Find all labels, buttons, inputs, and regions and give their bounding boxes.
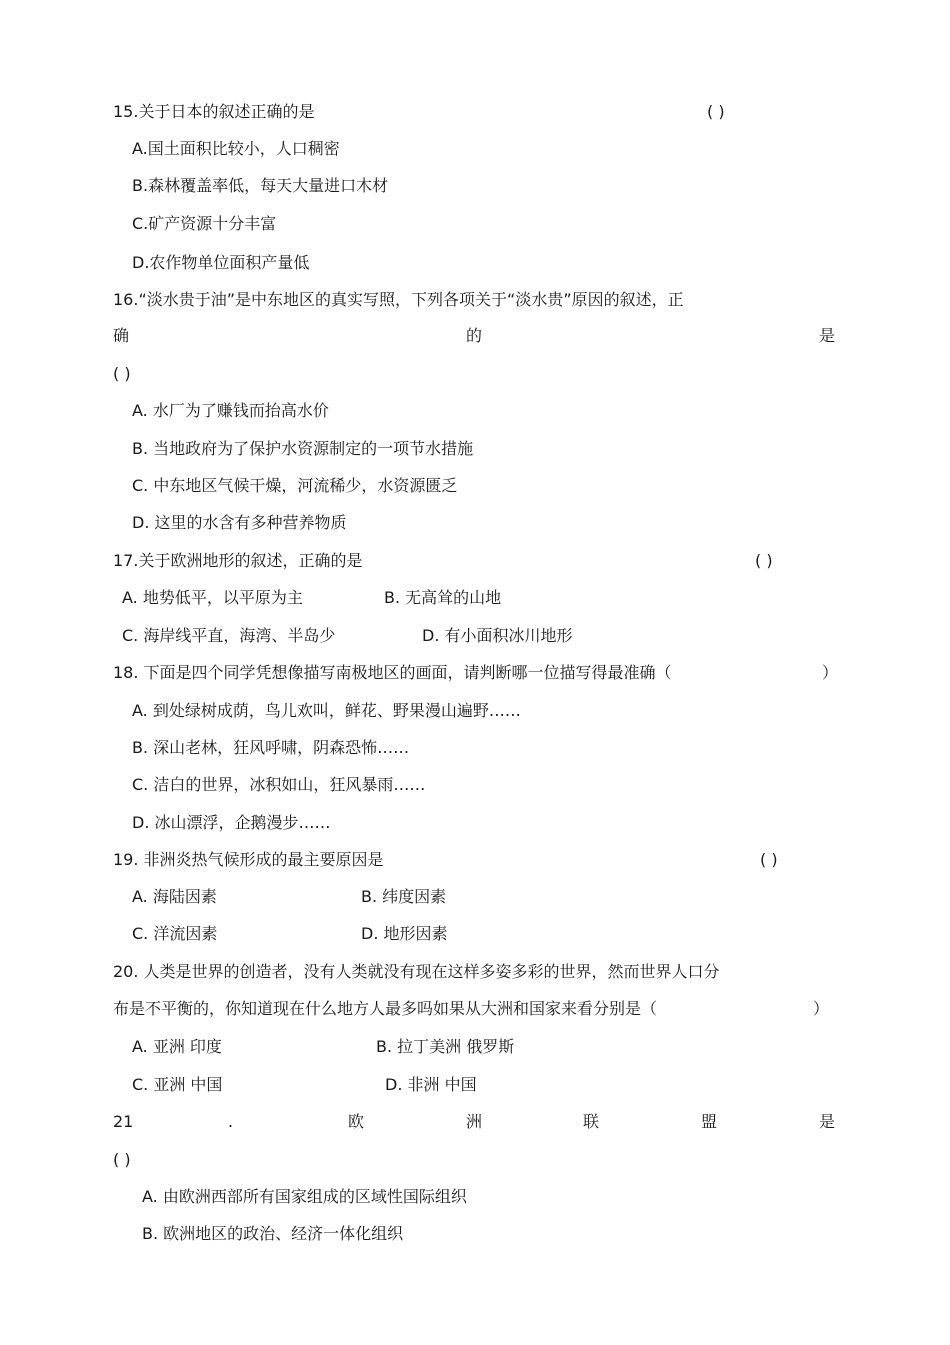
q16-option-d: D. 这里的水含有多种营养物质 bbox=[132, 513, 347, 532]
q16-stem: 16.“淡水贵于油”是中东地区的真实写照，下列各项关于“淡水贵”原因的叙述，正 bbox=[113, 290, 684, 309]
q15-option-b: B.森林覆盖率低，每天大量进口木材 bbox=[132, 176, 389, 195]
q21-stem-word: . bbox=[228, 1112, 234, 1131]
q20-answer-paren-close: ） bbox=[813, 999, 830, 1018]
q18-stem: 18. 下面是四个同学凭想像描写南极地区的画面，请判断哪一位描写得最准确（ bbox=[113, 663, 672, 682]
q19-option-d: D. 地形因素 bbox=[361, 924, 448, 943]
q17-option-d: D. 有小面积冰川地形 bbox=[422, 626, 573, 645]
q19-option-a: A. 海陆因素 bbox=[132, 887, 217, 906]
q15-option-d: D.农作物单位面积产量低 bbox=[132, 253, 310, 272]
q19-stem: 19. 非洲炎热气候形成的最主要原因是 bbox=[113, 850, 384, 869]
q21-answer-paren: ( ) bbox=[113, 1150, 131, 1169]
q20-stem-line1: 20. 人类是世界的创造者，没有人类就没有现在这样多姿多彩的世界，然而世界人口分 bbox=[113, 962, 720, 981]
q21-stem-word: 联 bbox=[583, 1112, 600, 1131]
q18-option-b: B. 深山老林，狂风呼啸，阴森恐怖…… bbox=[132, 738, 410, 757]
q15-stem: 15.关于日本的叙述正确的是 bbox=[113, 102, 315, 121]
q20-option-b: B. 拉丁美洲 俄罗斯 bbox=[376, 1037, 515, 1056]
q16-stem-word: 是 bbox=[819, 326, 836, 345]
q17-option-a: A. 地势低平，以平原为主 bbox=[122, 588, 303, 607]
q21-option-b: B. 欧洲地区的政治、经济一体化组织 bbox=[142, 1224, 404, 1243]
q18-option-d: D. 冰山漂浮，企鹅漫步…… bbox=[132, 813, 331, 832]
q15-option-a: A.国土面积比较小，人口稠密 bbox=[132, 139, 340, 158]
q21-stem-word: 21 bbox=[113, 1112, 134, 1131]
q20-option-c: C. 亚洲 中国 bbox=[132, 1075, 223, 1094]
q17-option-b: B. 无高耸的山地 bbox=[384, 588, 502, 607]
q16-option-c: C. 中东地区气候干燥，河流稀少，水资源匮乏 bbox=[132, 476, 458, 495]
q18-answer-paren-close: ） bbox=[822, 663, 839, 682]
q21-option-a: A. 由欧洲西部所有国家组成的区域性国际组织 bbox=[142, 1187, 467, 1206]
q16-option-b: B. 当地政府为了保护水资源制定的一项节水措施 bbox=[132, 439, 474, 458]
q16-option-a: A. 水厂为了赚钱而抬高水价 bbox=[132, 401, 329, 420]
q21-stem-word: 盟 bbox=[701, 1112, 718, 1131]
q18-option-c: C. 洁白的世界，冰积如山，狂风暴雨…… bbox=[132, 775, 426, 794]
q16-answer-paren: ( ) bbox=[113, 364, 131, 383]
q19-answer-paren: ( ) bbox=[760, 850, 778, 869]
q17-stem: 17.关于欧洲地形的叙述，正确的是 bbox=[113, 551, 363, 570]
q16-stem-word: 确 bbox=[113, 326, 130, 345]
q20-stem-line2: 布是不平衡的，你知道现在什么地方人最多吗如果从大洲和国家来看分别是（ bbox=[113, 999, 658, 1018]
q19-option-c: C. 洋流因素 bbox=[132, 924, 218, 943]
q17-answer-paren: ( ) bbox=[755, 551, 773, 570]
q21-stem-word: 欧 bbox=[348, 1112, 365, 1131]
q16-stem-word: 的 bbox=[466, 326, 483, 345]
q15-answer-paren: ( ) bbox=[707, 102, 725, 121]
q21-stem-word: 洲 bbox=[466, 1112, 483, 1131]
q20-option-a: A. 亚洲 印度 bbox=[132, 1037, 222, 1056]
q15-option-c: C.矿产资源十分丰富 bbox=[132, 214, 277, 233]
q18-option-a: A. 到处绿树成荫，鸟儿欢叫，鲜花、野果漫山遍野…… bbox=[132, 701, 521, 720]
q20-option-d: D. 非洲 中国 bbox=[385, 1075, 477, 1094]
q17-option-c: C. 海岸线平直，海湾、半岛少 bbox=[122, 626, 336, 645]
q19-option-b: B. 纬度因素 bbox=[361, 887, 447, 906]
q21-stem-word: 是 bbox=[819, 1112, 836, 1131]
